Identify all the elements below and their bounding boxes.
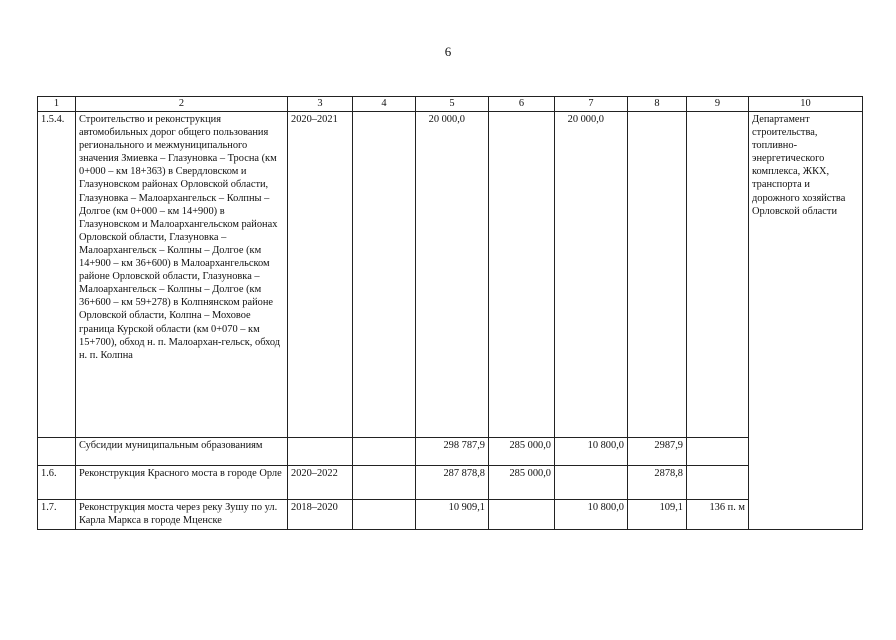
row-years: 2020–2021 <box>288 112 353 438</box>
column-header: 4 <box>353 97 416 112</box>
row-name: Субсидии муниципальным образованиям <box>76 438 288 466</box>
table-row <box>38 466 863 500</box>
table-row <box>38 438 863 466</box>
row-col5: 10 909,1 <box>416 500 489 530</box>
row-col8: 2987,9 <box>628 438 687 466</box>
row-col7: 10 800,0 <box>555 500 628 530</box>
row-col9 <box>687 112 749 438</box>
row-col8: 109,1 <box>628 500 687 530</box>
data-table <box>37 96 863 530</box>
column-header: 10 <box>749 97 863 112</box>
row-col4 <box>353 438 416 466</box>
responsible-department: Департамент строительства, топливно-энергетического комплекса, ЖКХ, транспорта и дорожного хозяйства Орловской области <box>749 112 863 530</box>
row-col4 <box>353 500 416 530</box>
column-header: 1 <box>38 97 76 112</box>
column-header: 3 <box>288 97 353 112</box>
row-col7 <box>555 466 628 500</box>
column-header: 2 <box>76 97 288 112</box>
row-col6: 285 000,0 <box>489 438 555 466</box>
column-header: 7 <box>555 97 628 112</box>
row-col5: 287 878,8 <box>416 466 489 500</box>
row-col9 <box>687 466 749 500</box>
row-col6: 285 000,0 <box>489 466 555 500</box>
table-row <box>38 500 863 530</box>
row-number: 1.7. <box>38 500 76 530</box>
row-col8 <box>628 112 687 438</box>
row-col6 <box>489 500 555 530</box>
row-col5: 298 787,9 <box>416 438 489 466</box>
column-header: 8 <box>628 97 687 112</box>
row-number <box>38 438 76 466</box>
row-number: 1.5.4. <box>38 112 76 438</box>
row-col9: 136 п. м <box>687 500 749 530</box>
table-row <box>38 112 863 438</box>
row-years: 2018–2020 <box>288 500 353 530</box>
row-years <box>288 438 353 466</box>
row-name: Строительство и реконструкция автомобильных дорог общего пользования регионального и межмуниципального значения Змиевка – Глазуновка – Тросна (км 0+000 – км 18+363) в Свердловском и Глазуновском районах Орловской области, Глазуновка – Малоархангельск – Колпны – Долгое (км 0+000 – км 14+900) в Глазуновском и Малоархангельском районах Орловской области, Глазуновка – Малоархангельск – Колпны – Долгое (км 14+900 – км 36+600) в Малоархангельском районе Орловской области, Глазуновка – Малоархангельск – Колпны – Долгое (км 36+600 – км 59+278) в Колпнянском районе Орловской области, Колпна – Моховое граница Курской области (км 0+070 – км 15+700), обход н. п. Малоархан-гельск, обход н. п. Колпна <box>76 112 288 438</box>
row-col5: 20 000,0 <box>416 112 489 438</box>
column-header: 5 <box>416 97 489 112</box>
row-number: 1.6. <box>38 466 76 500</box>
row-col9 <box>687 438 749 466</box>
row-name: Реконструкция Красного моста в городе Орле <box>76 466 288 500</box>
row-col4 <box>353 466 416 500</box>
table-header-row <box>38 97 863 112</box>
row-col8: 2878,8 <box>628 466 687 500</box>
column-header: 6 <box>489 97 555 112</box>
row-col4 <box>353 112 416 438</box>
row-col6 <box>489 112 555 438</box>
row-col7: 10 800,0 <box>555 438 628 466</box>
column-header: 9 <box>687 97 749 112</box>
row-col7: 20 000,0 <box>555 112 628 438</box>
page-number: 6 <box>444 44 452 59</box>
row-years: 2020–2022 <box>288 466 353 500</box>
row-name: Реконструкция моста через реку Зушу по ул. Карла Маркса в городе Мценске <box>76 500 288 530</box>
